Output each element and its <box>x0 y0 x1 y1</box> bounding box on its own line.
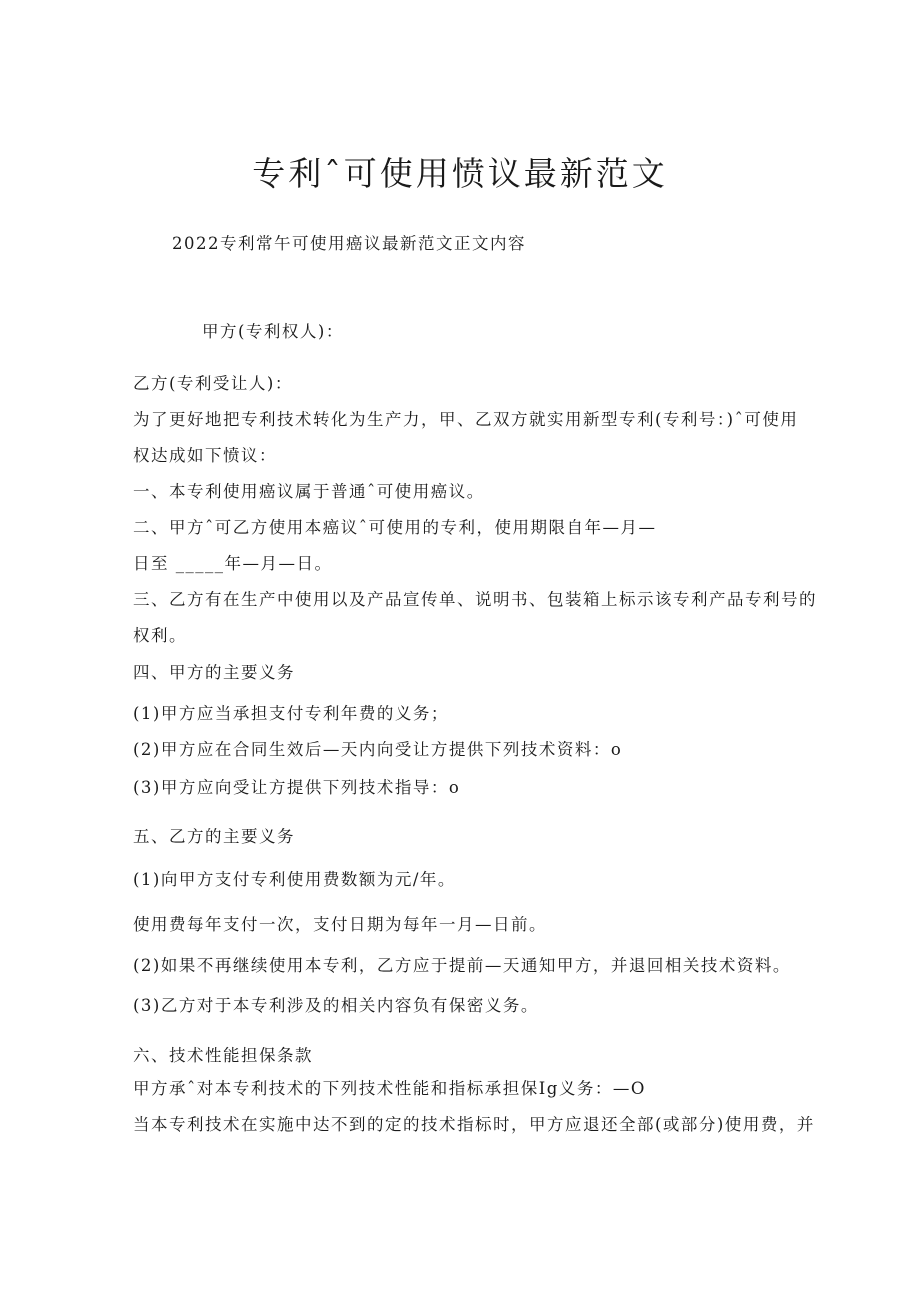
document-subtitle: 2022专利常午可使用癌议最新范文正文内容 <box>172 234 526 253</box>
list-item: (3)甲方应向受让方提供下列技术指导：o <box>133 778 461 797</box>
document-title: 专利ˆ可使用愤议最新范文 <box>252 154 668 193</box>
paragraph-line: 为了更好地把专利技术转化为生产力，甲、乙双方就实用新型专利(专利号：)ˆ可使用 <box>133 410 799 429</box>
list-item: (1)甲方应当承担支付专利年费的义务； <box>133 704 449 723</box>
paragraph-line: 权达成如下愤议： <box>133 446 277 465</box>
section-heading: 四、甲方的主要义务 <box>133 663 295 682</box>
paragraph-line: 当本专利技术在实施中达不到的定的技术指标时，甲方应退还全部(或部分)使用费，并 <box>133 1115 815 1134</box>
clause-3-continued: 权利。 <box>133 626 187 645</box>
party-b-line: 乙方(专利受让人)： <box>133 374 293 393</box>
paragraph-line: 甲方承ˆ对本专利技术的下列技术性能和指标承担保Ig义务：—O <box>133 1079 646 1098</box>
list-item: (2)甲方应在合同生效后—天内向受让方提供下列技术资料：o <box>133 740 623 759</box>
section-heading: 五、乙方的主要义务 <box>133 827 295 846</box>
paragraph-line: 使用费每年支付一次，支付日期为每年一月—日前。 <box>133 915 547 934</box>
list-item: (2)如果不再继续使用本专利，乙方应于提前—天通知甲方，并退回相关技术资料。 <box>133 956 791 975</box>
clause-2: 二、甲方ˆ可乙方使用本癌议ˆ可使用的专利，使用期限自年—月— <box>133 518 657 537</box>
list-item: (3)乙方对于本专利涉及的相关内容负有保密义务。 <box>133 996 539 1015</box>
clause-2-continued: 日至 _____年—月—日。 <box>133 554 333 573</box>
party-a-line: 甲方(专利权人)： <box>202 322 344 341</box>
list-item: (1)向甲方支付专利使用费数额为元/年。 <box>133 870 456 889</box>
clause-1: 一、本专利使用癌议属于普通ˆ可使用癌议。 <box>133 482 485 501</box>
clause-3: 三、乙方有在生产中使用以及产品宣传单、说明书、包装箱上标示该专利产品专利号的 <box>133 590 817 609</box>
section-heading: 六、技术性能担保条款 <box>133 1046 313 1065</box>
